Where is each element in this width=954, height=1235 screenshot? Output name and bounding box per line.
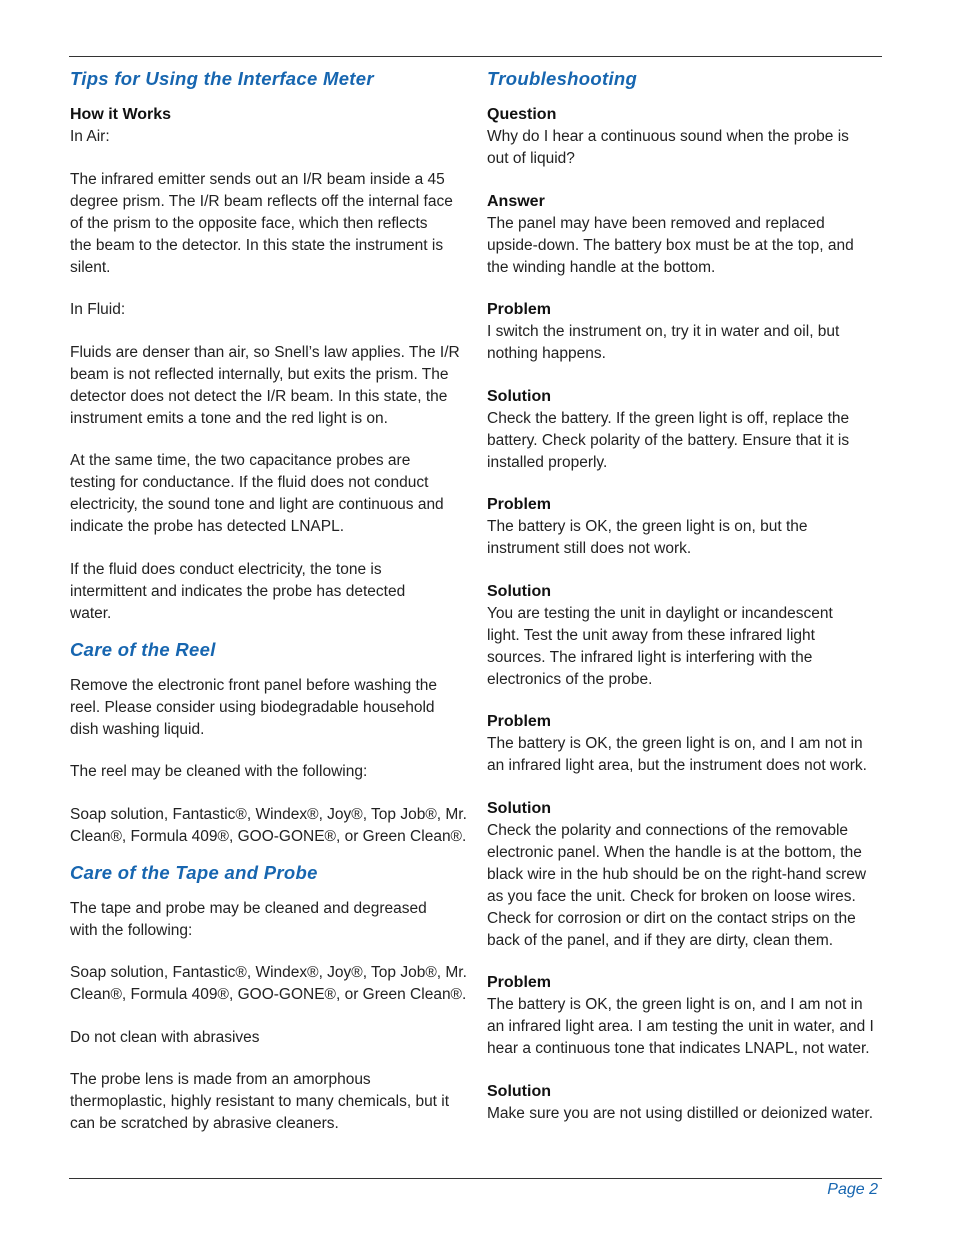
qa-text: Why do I hear a continuous sound when the probe is out of liquid? — [487, 128, 849, 167]
qa-text: I switch the instrument on, try it in water and oil, but nothing happens. — [487, 323, 840, 362]
qa-text: You are testing the unit in daylight or incandescent light. Test the unit away from these infrared light sources. The infrared light is interfering with the electronics of the probe. — [487, 604, 833, 688]
reel-title: Care of the Reel — [70, 638, 216, 660]
qa-label: Solution — [487, 387, 551, 405]
qa-label: Solution — [487, 1082, 551, 1100]
in-fluid-text: Fluids are denser than air, so Snell’s law applies. The I/R beam is not reflected internally, but exits the prism. The detector does not detect the I/R beam. In this state, the instrument emits a tone and the red light is on. — [70, 343, 460, 427]
reel-text-3: Soap solution, Fantastic®, Windex®, Joy®, Top Job®, Mr. Clean®, Formula 409®, GOO-GONE®, or Green Clean®. — [70, 805, 467, 845]
qa-label: Solution — [487, 582, 551, 600]
qa-text: Check the polarity and connections of the removable electronic panel. When the handle is at the bottom, the black wire in the hub should be on the right-hand screw as you face the unit. Check for broken on loose wires. Check for corrosion or dirt on the contact strips on the back of the panel, and if they are dirty, clean them. — [487, 821, 867, 949]
qa-label: Question — [487, 106, 557, 123]
qa-label: Problem — [487, 974, 552, 991]
in-air-label: In Air: — [70, 128, 110, 145]
in-fluid-label: In Fluid: — [70, 301, 126, 318]
bottom-rule — [69, 1178, 882, 1179]
qa-label: Answer — [487, 192, 545, 210]
qa-text: The battery is OK, the green light is on, and I am not in an infrared light area, but the instrument does not work. — [487, 735, 867, 774]
tape-title: Care of the Tape and Probe — [70, 861, 318, 883]
qa-text: The battery is OK, the green light is on, and I am not in an infrared light area. I am testing the unit in water, and I hear a continuous tone that indicates LNAPL, not water. — [487, 996, 874, 1057]
capacitance-text: At the same time, the two capacitance probes are testing for conductance. If the fluid does not conduct electricity, the sound tone and light are continuous and indicate the probe has detected LNAPL. — [70, 452, 444, 535]
tips-title: Tips for Using the Interface Meter — [70, 68, 374, 89]
qa-label: Problem — [487, 713, 552, 730]
top-rule — [69, 56, 882, 57]
right-column — [487, 66, 887, 1125]
troubleshooting-title: Troubleshooting — [487, 68, 638, 89]
qa-label: Problem — [487, 496, 552, 513]
qa-label: Solution — [487, 799, 551, 817]
how-it-works-heading: How it Works — [70, 106, 172, 123]
qa-text: Check the battery. If the green light is off, replace the battery. Check polarity of the battery. Ensure that it is installed properly. — [487, 409, 850, 471]
reel-text-2: The reel may be cleaned with the following: — [70, 763, 368, 780]
tape-text-1: The tape and probe may be cleaned and degreased with the following: — [70, 899, 427, 939]
tape-text-3: Do not clean with abrasives — [70, 1028, 260, 1046]
tape-text-2: Soap solution, Fantastic®, Windex®, Joy®, Top Job®, Mr. Clean®, Formula 409®, GOO-GONE®, or Green Clean®. — [70, 964, 467, 1003]
left-column — [70, 66, 470, 1135]
reel-text-1: Remove the electronic front panel before washing the reel. Please consider using biodegradable household dish washing liquid. — [70, 676, 438, 738]
qa-text: The battery is OK, the green light is on, but the instrument still does not work. — [487, 518, 808, 557]
tape-text-4: The probe lens is made from an amorphous thermoplastic, highly resistant to many chemicals, but it can be scratched by abrasive cleaners. — [70, 1071, 450, 1132]
qa-text: The panel may have been removed and replaced upside-down. The battery box must be at the top, and the winding handle at the bottom. — [487, 214, 854, 276]
in-air-text: The infrared emitter sends out an I/R beam inside a 45 degree prism. The I/R beam reflects off the internal face of the prism to the opposite face, which then reflects the beam to the detector. In this state the instrument is silent. — [70, 170, 453, 276]
page-number: Page 2 — [827, 1181, 878, 1198]
qa-label: Problem — [487, 301, 552, 318]
conduct-text: If the fluid does conduct electricity, the tone is intermittent and indicates the probe has detected water. — [70, 560, 406, 622]
qa-text: Make sure you are not using distilled or deionized water. — [487, 1104, 873, 1122]
